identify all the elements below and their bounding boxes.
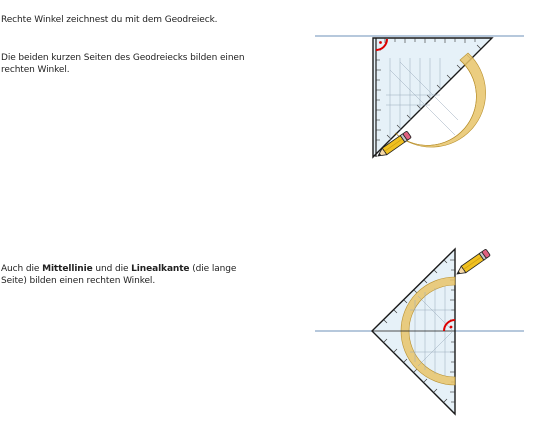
figure-1	[315, 36, 524, 159]
short-sides-text: Die beiden kurzen Seiten des Geodreiecks bilden einen rechten Winkel.	[1, 53, 245, 75]
pencil-icon	[455, 249, 491, 277]
text-part: und die	[92, 264, 132, 274]
text-part: (die lange Seite) bilden einen rechten Winkel.	[1, 264, 237, 286]
keyword-linealkante: Linealkante	[131, 264, 190, 274]
set-square-triangle	[372, 249, 455, 414]
text-part: Auch die	[1, 264, 43, 274]
keyword-mittellinie: Mittellinie	[42, 264, 93, 274]
intro-text: Rechte Winkel zeichnest du mit dem Geodreieck.	[1, 15, 218, 25]
figure-2	[315, 249, 524, 414]
